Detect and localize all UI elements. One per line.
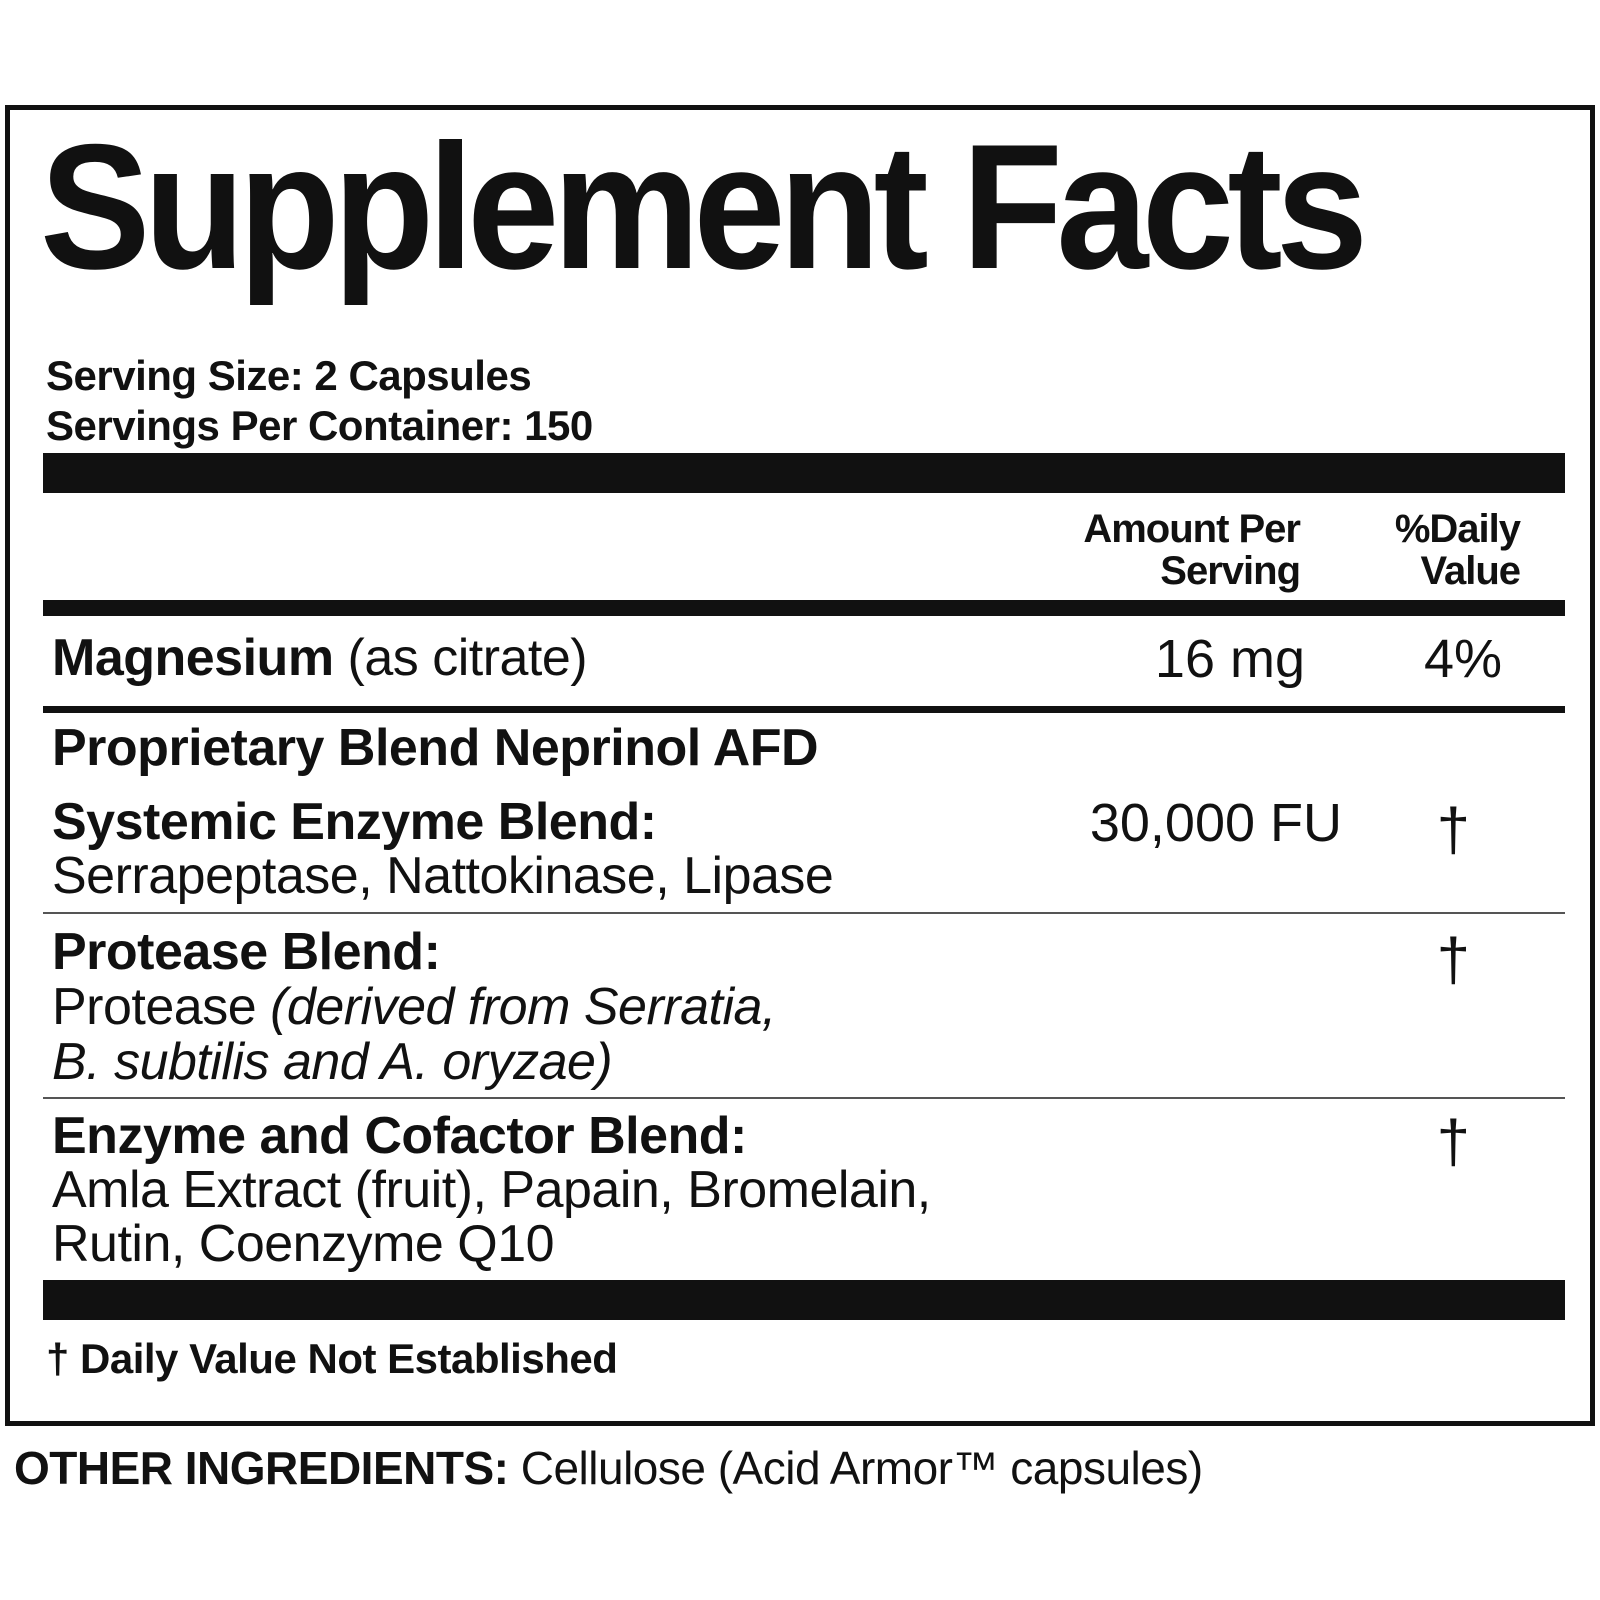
- cofactor-blend-dv: †: [1436, 1108, 1470, 1175]
- divider-after-magnesium: [43, 706, 1565, 713]
- cofactor-blend-name: Enzyme and Cofactor Blend:: [52, 1107, 747, 1165]
- dv-header-line2: Value: [1420, 549, 1520, 593]
- thin-divider-1: [43, 912, 1565, 914]
- amount-header-line1: Amount Per: [1083, 507, 1300, 551]
- amount-header-line2: Serving: [1160, 549, 1300, 593]
- thick-divider-top: [43, 453, 1565, 493]
- magnesium-dv: 4%: [1423, 629, 1502, 689]
- magnesium-form: (as citrate): [333, 629, 588, 687]
- other-ingredients: [14, 1442, 1203, 1494]
- dv-header-line1: %Daily: [1394, 507, 1520, 551]
- supplement-facts-panel: [5, 105, 1595, 1426]
- magnesium-amount: 16 mg: [1154, 629, 1305, 689]
- other-ingredients-label: OTHER INGREDIENTS:: [14, 1442, 509, 1494]
- protease-blend-name: Protease Blend:: [52, 923, 441, 981]
- cofactor-ingredients-line2: Rutin, Coenzyme Q10: [52, 1215, 555, 1273]
- other-ingredients-value: Cellulose (Acid Armor™ capsules): [508, 1442, 1203, 1494]
- magnesium-name: Magnesium: [52, 629, 334, 687]
- cofactor-ingredients-line1: Amla Extract (fruit), Papain, Bromelain,: [52, 1161, 931, 1219]
- magnesium-row: [52, 629, 588, 687]
- protease-source-line2: B. subtilis and A. oryzae): [52, 1033, 613, 1091]
- systemic-blend-ingredients: Serrapeptase, Nattokinase, Lipase: [52, 847, 834, 905]
- systemic-blend-name: Systemic Enzyme Blend:: [52, 793, 657, 851]
- protease-ingredient: Protease: [52, 978, 271, 1036]
- thin-divider-2: [43, 1097, 1565, 1099]
- servings-per-container: Servings Per Container: 150: [46, 402, 593, 449]
- protease-ingredient-line1: [52, 978, 776, 1036]
- amount-per-serving-header: [1083, 508, 1300, 592]
- daily-value-footnote: † Daily Value Not Established: [46, 1335, 618, 1382]
- panel-title: Supplement Facts: [40, 107, 1362, 306]
- serving-size: Serving Size: 2 Capsules: [46, 352, 532, 399]
- medium-divider: [43, 600, 1565, 616]
- protease-blend-dv: †: [1436, 926, 1470, 993]
- proprietary-blend-name: Proprietary Blend Neprinol AFD: [52, 719, 819, 777]
- systemic-blend-amount: 30,000 FU: [1089, 793, 1342, 853]
- daily-value-header: [1395, 508, 1520, 592]
- systemic-blend-dv: †: [1436, 796, 1470, 863]
- thick-divider-bottom: [43, 1280, 1565, 1320]
- protease-source-line1: (derived from Serratia,: [270, 978, 776, 1036]
